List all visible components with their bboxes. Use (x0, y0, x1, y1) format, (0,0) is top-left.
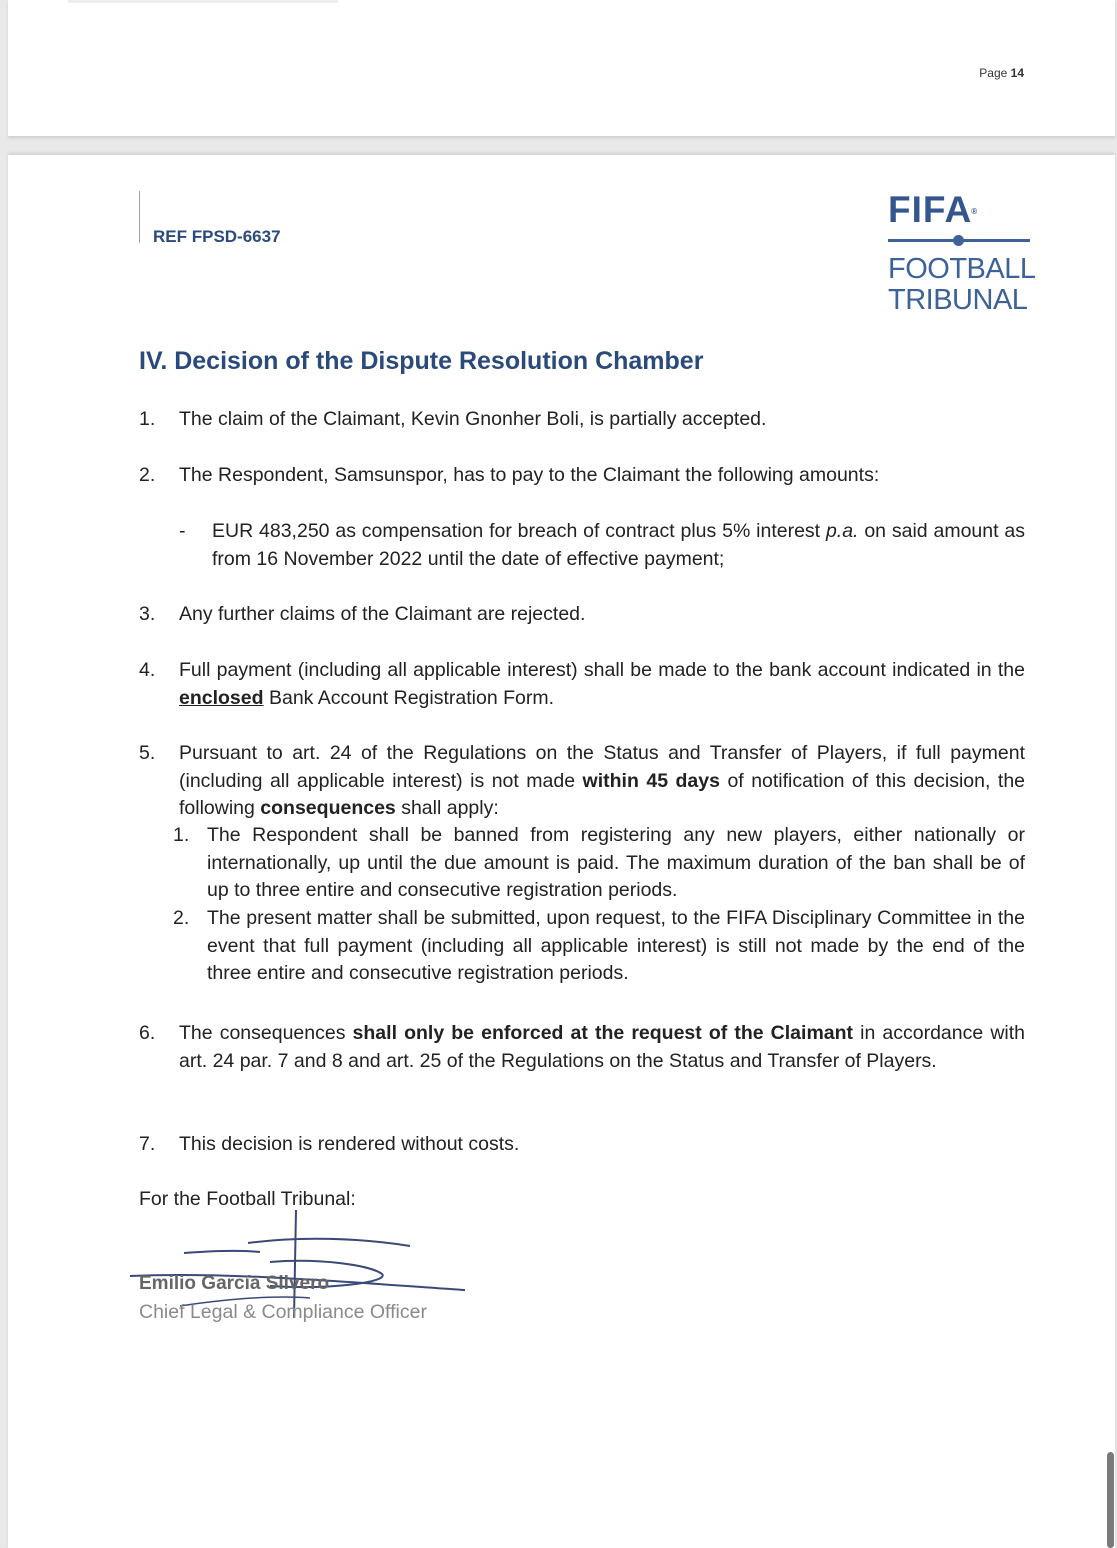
logo-brand: FIFA (888, 189, 973, 230)
logo-subtitle (888, 254, 1038, 316)
registered-mark: ® (971, 207, 979, 216)
item-text-start: The consequences (179, 1022, 353, 1044)
item-text: This decision is rendered without costs. (179, 1133, 520, 1155)
signer-title: Chief Legal & Compliance Officer (139, 1301, 427, 1323)
reference-number: REF FPSD-6637 (153, 227, 281, 246)
previous-page-top-bar (68, 0, 338, 3)
item-text-middle: of notification of this decision, the following (179, 769, 1026, 819)
logo-rule (888, 239, 1030, 242)
item-text: Any further claims of the Claimant are rejected. (179, 603, 586, 625)
item-text-end: Bank Account Registration Form. (263, 686, 555, 709)
decision-item-6 (139, 1020, 1025, 1075)
item-text-bold: shall only be enforced at the request of the Claimant (352, 1022, 854, 1044)
previous-page (8, 0, 1115, 136)
item-text: The claim of the Claimant, Kevin Gnonher Boli, is partially accepted. (179, 408, 767, 430)
item-text (179, 657, 1025, 712)
decision-item-3 (139, 601, 1025, 629)
signer-name: Emilio García Silvero (139, 1273, 330, 1294)
page-number-label: Page (979, 66, 1008, 80)
item-text-bold-deadline: within 45 days (582, 769, 720, 792)
logo-line-2: TRIBUNAL (888, 284, 1028, 316)
bullet-text-end: on said amount as from 16 November 2022 until the date of effective payment; (212, 520, 1025, 570)
consequence-subitem-2 (139, 905, 1025, 988)
item-text-underlined: enclosed (179, 686, 264, 709)
item-text (179, 740, 1025, 823)
fifa-football-tribunal-logo (888, 191, 1038, 316)
amount-bullet (179, 518, 1025, 573)
item-number: 7. (139, 1133, 156, 1155)
logo-dot (953, 235, 964, 246)
item-text-start: Pursuant to art. 24 of the Regulations on the Status and Transfer of Players, if full payment (including all applicable interest) is not made (179, 742, 1025, 792)
item-text (179, 1020, 1025, 1075)
decision-item-1 (139, 406, 1025, 434)
bullet-text (212, 518, 1025, 573)
item-number: 3. (139, 603, 156, 625)
item-number: 5. (139, 742, 156, 764)
subitem-number: 2. (173, 907, 190, 929)
decision-item-2 (139, 462, 1025, 490)
item-number: 6. (139, 1022, 156, 1044)
item-text: The Respondent, Samsunspor, has to pay to the Claimant the following amounts: (179, 464, 880, 486)
consequence-subitem-1 (139, 822, 1025, 905)
decision-item-4 (139, 657, 1025, 712)
item-text-start: Full payment (including all applicable interest) shall be made to the bank account indicated in the (179, 659, 1025, 681)
bullet-text-start: EUR 483,250 as compensation for breach of contract plus 5% interest (212, 520, 826, 542)
item-text-bold-consequences: consequences (260, 797, 396, 819)
logo-line-1: FOOTBALL (888, 253, 1036, 285)
page-number-value: 14 (1010, 66, 1024, 80)
ref-divider (139, 191, 140, 243)
section-heading: IV. Decision of the Dispute Resolution Chamber (139, 347, 704, 375)
subitem-text: The present matter shall be submitted, upon request, to the FIFA Disciplinary Committee in the event that full payment (including all applicable interest) is still not made by the end of the three entire and consecutive registration periods. (207, 907, 1025, 984)
closing-line: For the Football Tribunal: (139, 1188, 356, 1210)
logo-wordmark (888, 189, 979, 230)
subitem-text: The Respondent shall be banned from registering any new players, either nationally or internationally, up until the due amount is paid. The maximum duration of the ban shall be of up to three entire and consecutive registration periods. (207, 824, 1025, 901)
page-number (979, 66, 1024, 80)
bullet-dash: - (179, 520, 186, 542)
item-number: 4. (139, 659, 156, 681)
item-number: 2. (139, 464, 156, 486)
vertical-scrollbar[interactable] (1107, 1452, 1114, 1548)
decision-item-7 (139, 1131, 1025, 1159)
item-number: 1. (139, 408, 156, 430)
bullet-text-italic: p.a. (825, 520, 859, 542)
document-page (8, 155, 1115, 1548)
subitem-number: 1. (173, 824, 190, 846)
item-text-end: shall apply: (395, 797, 499, 819)
decision-item-5 (139, 740, 1026, 984)
item-text-end: in accordance with art. 24 par. 7 and 8 and art. 25 of the Regulations on the Status and Transfer of Players. (179, 1022, 1025, 1072)
